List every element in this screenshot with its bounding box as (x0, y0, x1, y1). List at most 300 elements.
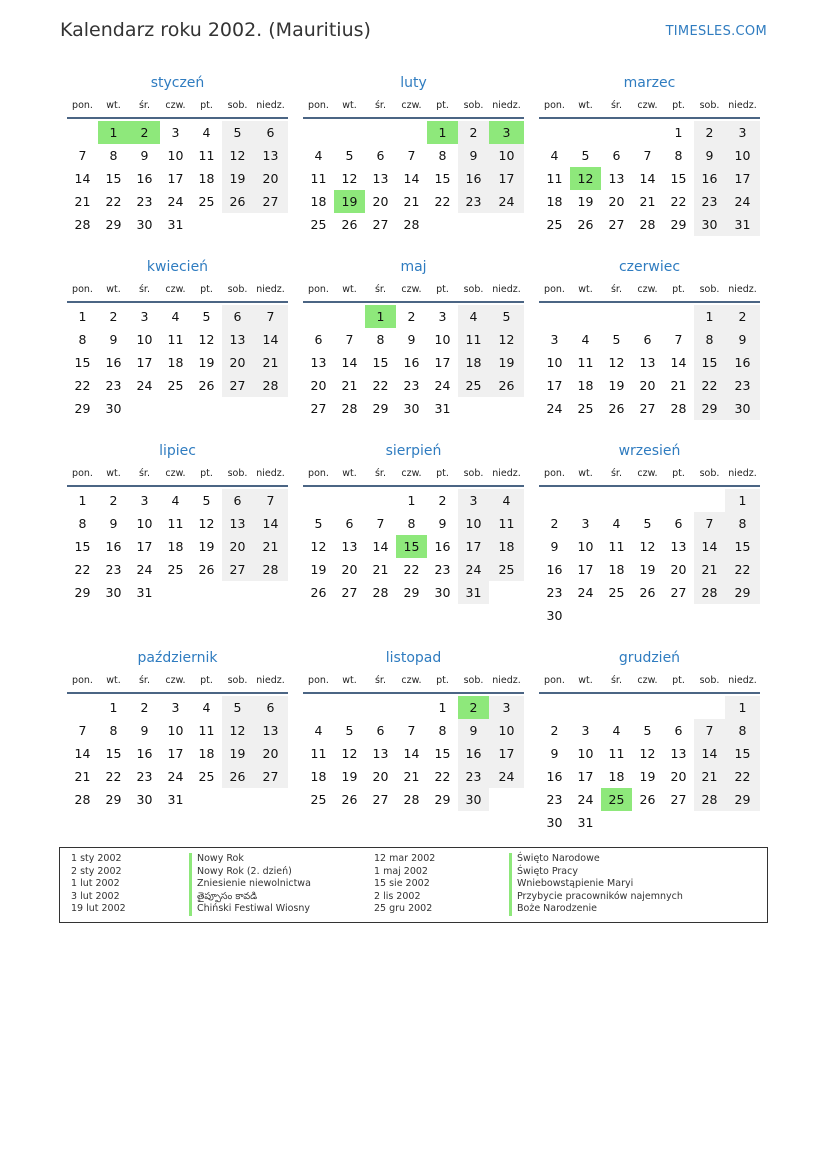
empty-day-cell (601, 696, 632, 719)
day-cell: 18 (310, 194, 327, 209)
day-cell: 12 (310, 539, 327, 554)
day-cell: 10 (489, 719, 524, 742)
weekday-label: śr. (374, 675, 386, 686)
day-cell: 20 (310, 378, 327, 393)
month-name: listopad (385, 650, 442, 666)
day-cell: 20 (222, 351, 253, 374)
day-cell: 26 (222, 765, 253, 788)
day-cell: 1 (438, 700, 447, 715)
weekday-label: wt. (578, 468, 593, 479)
day-cell: 8 (674, 148, 683, 163)
empty-day-cell (694, 696, 725, 719)
day-cell: 25 (608, 585, 625, 600)
week-row (539, 489, 760, 512)
brand-link[interactable]: TIMESLES.COM (665, 24, 767, 39)
day-cell: 16 (403, 355, 420, 370)
day-cell: 27 (608, 217, 625, 232)
empty-day-cell (222, 581, 253, 604)
day-cell: 7 (674, 332, 683, 347)
weekday-label: sob. (699, 100, 720, 111)
week-row (539, 788, 760, 811)
day-cell: 19 (198, 539, 215, 554)
legend-holiday-name: Boże Narodzenie (509, 903, 683, 916)
day-cell: 10 (489, 144, 524, 167)
day-cell: 22 (105, 194, 122, 209)
day-cell: 23 (105, 378, 122, 393)
legend-date: 2 sty 2002 (71, 865, 122, 877)
day-cell: 21 (341, 378, 358, 393)
holiday-day-cell: 2 (129, 121, 160, 144)
holiday-legend (59, 847, 768, 923)
month-name: wrzesień (618, 443, 681, 459)
day-cell: 7 (253, 305, 288, 328)
day-cell: 25 (577, 401, 594, 416)
week-row (67, 351, 288, 374)
day-cell: 25 (458, 374, 489, 397)
day-cell: 22 (105, 769, 122, 784)
day-cell: 9 (109, 516, 118, 531)
empty-day-cell (601, 811, 632, 834)
day-cell: 16 (105, 355, 122, 370)
day-cell: 5 (345, 148, 354, 163)
day-cell: 15 (434, 171, 451, 186)
day-cell: 6 (345, 516, 354, 531)
day-cell: 10 (136, 516, 153, 531)
weekday-label: niedz. (728, 675, 757, 686)
holiday-day-cell: 1 (98, 121, 129, 144)
day-cell: 15 (105, 746, 122, 761)
day-cell: 20 (670, 562, 687, 577)
day-cell: 23 (403, 378, 420, 393)
day-cell: 9 (458, 719, 489, 742)
day-cell: 26 (577, 217, 594, 232)
day-cell: 18 (198, 171, 215, 186)
day-cell: 12 (608, 355, 625, 370)
weekday-label: niedz. (728, 100, 757, 111)
weekday-header (67, 674, 288, 694)
week-row (303, 351, 524, 374)
weekday-label: czw. (401, 100, 422, 111)
day-cell: 14 (341, 355, 358, 370)
day-cell: 2 (109, 309, 118, 324)
day-cell: 23 (458, 190, 489, 213)
weekday-label: czw. (165, 675, 186, 686)
weekday-label: sob. (227, 100, 248, 111)
day-cell: 13 (222, 328, 253, 351)
month-name: czerwiec (618, 259, 681, 275)
legend-holiday-name: Wniebowstąpienie Maryi (509, 878, 683, 891)
weekday-label: wt. (106, 468, 121, 479)
week-row (539, 328, 760, 351)
empty-day-cell (663, 696, 694, 719)
day-cell: 6 (222, 305, 253, 328)
day-cell: 28 (694, 788, 725, 811)
day-cell: 18 (167, 539, 184, 554)
weekday-label: pon. (72, 675, 93, 686)
day-cell: 15 (434, 746, 451, 761)
day-cell: 11 (310, 171, 327, 186)
day-cell: 9 (140, 148, 149, 163)
empty-day-cell (160, 581, 191, 604)
month-10 (67, 648, 288, 811)
day-cell: 20 (222, 535, 253, 558)
empty-day-cell (222, 788, 253, 811)
day-cell: 24 (725, 190, 760, 213)
weekday-label: pon. (72, 284, 93, 295)
day-cell: 8 (438, 148, 447, 163)
weekday-label: śr. (374, 468, 386, 479)
day-cell: 2 (140, 700, 149, 715)
day-cell: 14 (253, 512, 288, 535)
day-cell: 2 (550, 723, 559, 738)
weekday-label: pt. (436, 675, 449, 686)
day-cell: 12 (198, 332, 215, 347)
day-cell: 21 (694, 765, 725, 788)
day-cell: 22 (434, 769, 451, 784)
day-cell: 17 (577, 769, 594, 784)
week-row (539, 144, 760, 167)
week-row (539, 512, 760, 535)
weekday-label: wt. (106, 100, 121, 111)
weekday-header (67, 283, 288, 303)
day-cell: 23 (725, 374, 760, 397)
empty-day-cell (663, 489, 694, 512)
day-cell: 30 (136, 792, 153, 807)
week-row (539, 213, 760, 236)
day-cell: 24 (489, 765, 524, 788)
weekday-label: niedz. (492, 675, 521, 686)
day-cell: 26 (608, 401, 625, 416)
legend-date: 3 lut 2002 (71, 890, 120, 902)
day-cell: 26 (310, 585, 327, 600)
day-cell: 4 (612, 516, 621, 531)
day-cell: 5 (643, 723, 652, 738)
day-cell: 13 (670, 746, 687, 761)
day-cell: 27 (639, 401, 656, 416)
weekday-label: pon. (544, 468, 565, 479)
week-row (67, 489, 288, 512)
day-cell: 29 (725, 788, 760, 811)
day-cell: 7 (253, 489, 288, 512)
weekday-label: wt. (578, 675, 593, 686)
weekday-header (539, 467, 760, 487)
day-cell: 5 (222, 696, 253, 719)
day-cell: 4 (202, 125, 211, 140)
weekday-header (539, 283, 760, 303)
empty-day-cell (601, 121, 632, 144)
day-cell: 4 (550, 148, 559, 163)
empty-day-cell (489, 788, 524, 811)
week-row (539, 351, 760, 374)
day-cell: 21 (403, 194, 420, 209)
legend-date: 1 maj 2002 (374, 865, 428, 877)
legend-right-names (509, 853, 683, 916)
day-cell: 26 (222, 190, 253, 213)
day-cell: 25 (198, 769, 215, 784)
empty-day-cell (632, 121, 663, 144)
legend-date: 25 gru 2002 (374, 903, 433, 914)
month-9 (539, 441, 760, 627)
day-cell: 8 (725, 512, 760, 535)
day-cell: 4 (489, 489, 524, 512)
month-name: styczeń (150, 75, 205, 91)
day-cell: 28 (341, 401, 358, 416)
day-cell: 10 (434, 332, 451, 347)
day-cell: 30 (105, 401, 122, 416)
empty-day-cell (663, 604, 694, 627)
day-cell: 22 (74, 562, 91, 577)
day-cell: 10 (136, 332, 153, 347)
day-cell: 23 (105, 562, 122, 577)
day-cell: 11 (577, 355, 594, 370)
legend-date: 19 lut 2002 (71, 903, 126, 914)
day-cell: 18 (608, 769, 625, 784)
week-row (539, 397, 760, 420)
day-cell: 8 (725, 719, 760, 742)
week-row (539, 167, 760, 190)
day-cell: 7 (78, 148, 87, 163)
weekday-label: sob. (227, 675, 248, 686)
empty-day-cell (222, 397, 253, 420)
weekday-label: niedz. (492, 468, 521, 479)
week-row (303, 167, 524, 190)
weekday-label: niedz. (492, 100, 521, 111)
week-row (67, 328, 288, 351)
day-cell: 13 (253, 144, 288, 167)
weekday-label: czw. (401, 284, 422, 295)
day-cell: 18 (167, 355, 184, 370)
weekday-label: pon. (72, 100, 93, 111)
day-cell: 27 (310, 401, 327, 416)
day-cell: 24 (434, 378, 451, 393)
day-cell: 15 (74, 355, 91, 370)
empty-day-cell (694, 811, 725, 834)
day-cell: 12 (341, 746, 358, 761)
day-cell: 2 (694, 121, 725, 144)
day-cell: 23 (694, 190, 725, 213)
week-row (303, 121, 524, 144)
month-name: luty (400, 75, 427, 91)
day-cell: 9 (407, 332, 416, 347)
day-cell: 23 (546, 792, 563, 807)
day-cell: 18 (577, 378, 594, 393)
empty-day-cell (396, 696, 427, 719)
day-cell: 24 (458, 558, 489, 581)
legend-holiday-name: Święto Narodowe (509, 853, 683, 866)
day-cell: 6 (612, 148, 621, 163)
weekday-label: wt. (578, 284, 593, 295)
day-cell: 11 (198, 148, 215, 163)
month-3 (539, 73, 760, 236)
day-cell: 22 (670, 194, 687, 209)
day-cell: 21 (74, 194, 91, 209)
week-row (303, 213, 524, 236)
weekday-label: pt. (200, 468, 213, 479)
day-cell: 24 (167, 194, 184, 209)
month-name: lipiec (159, 443, 196, 459)
day-cell: 18 (546, 194, 563, 209)
weekday-label: czw. (165, 284, 186, 295)
day-cell: 19 (577, 194, 594, 209)
day-cell: 16 (136, 171, 153, 186)
weekday-label: czw. (637, 468, 658, 479)
day-cell: 5 (489, 305, 524, 328)
day-cell: 19 (341, 769, 358, 784)
day-cell: 8 (438, 723, 447, 738)
empty-day-cell (67, 696, 98, 719)
weekday-label: pt. (200, 100, 213, 111)
day-cell: 31 (167, 792, 184, 807)
day-cell: 28 (253, 374, 288, 397)
empty-day-cell (303, 305, 334, 328)
weekday-label: pt. (436, 284, 449, 295)
week-row (303, 144, 524, 167)
weekday-label: pt. (200, 284, 213, 295)
day-cell: 29 (403, 585, 420, 600)
week-row (539, 558, 760, 581)
day-cell: 24 (546, 401, 563, 416)
day-cell: 14 (372, 539, 389, 554)
week-row (67, 558, 288, 581)
empty-day-cell (396, 121, 427, 144)
day-cell: 26 (198, 378, 215, 393)
week-row (303, 765, 524, 788)
day-cell: 29 (372, 401, 389, 416)
day-cell: 14 (74, 746, 91, 761)
day-cell: 16 (105, 539, 122, 554)
empty-day-cell (694, 489, 725, 512)
day-cell: 25 (489, 558, 524, 581)
day-cell: 15 (694, 351, 725, 374)
day-cell: 4 (581, 332, 590, 347)
day-cell: 20 (372, 194, 389, 209)
day-cell: 16 (434, 539, 451, 554)
week-row (67, 581, 288, 604)
weekday-label: sob. (227, 284, 248, 295)
day-cell: 4 (171, 309, 180, 324)
day-cell: 12 (639, 539, 656, 554)
weekday-label: wt. (578, 100, 593, 111)
weekday-label: czw. (165, 468, 186, 479)
day-cell: 24 (167, 769, 184, 784)
week-row (67, 719, 288, 742)
day-cell: 6 (314, 332, 323, 347)
day-cell: 30 (694, 213, 725, 236)
empty-day-cell (253, 788, 288, 811)
day-cell: 13 (341, 539, 358, 554)
day-cell: 1 (694, 305, 725, 328)
month-name: październik (137, 650, 218, 666)
week-row (303, 581, 524, 604)
day-cell: 30 (546, 608, 563, 623)
day-cell: 27 (372, 217, 389, 232)
empty-day-cell (570, 121, 601, 144)
day-cell: 3 (171, 125, 180, 140)
day-cell: 26 (341, 217, 358, 232)
day-cell: 4 (314, 148, 323, 163)
empty-day-cell (539, 489, 570, 512)
day-cell: 19 (222, 742, 253, 765)
weekday-label: sob. (463, 468, 484, 479)
day-cell: 28 (74, 217, 91, 232)
day-cell: 26 (198, 562, 215, 577)
empty-day-cell (570, 489, 601, 512)
weekday-label: czw. (401, 675, 422, 686)
day-cell: 13 (670, 539, 687, 554)
day-cell: 27 (222, 558, 253, 581)
day-cell: 3 (438, 309, 447, 324)
page-title: Kalendarz roku 2002. (Mauritius) (60, 19, 371, 41)
day-cell: 27 (222, 374, 253, 397)
day-cell: 11 (608, 746, 625, 761)
legend-date: 15 sie 2002 (374, 878, 430, 889)
empty-day-cell (191, 213, 222, 236)
day-cell: 17 (458, 535, 489, 558)
day-cell: 9 (438, 516, 447, 531)
day-cell: 22 (403, 562, 420, 577)
day-cell: 18 (608, 562, 625, 577)
weekday-label: pt. (436, 100, 449, 111)
day-cell: 27 (670, 792, 687, 807)
day-cell: 13 (372, 171, 389, 186)
empty-day-cell (632, 604, 663, 627)
day-cell: 13 (310, 355, 327, 370)
holiday-day-cell: 15 (396, 535, 427, 558)
day-cell: 3 (725, 121, 760, 144)
day-cell: 4 (171, 493, 180, 508)
week-row (539, 696, 760, 719)
week-row (539, 581, 760, 604)
day-cell: 8 (407, 516, 416, 531)
day-cell: 2 (109, 493, 118, 508)
day-cell: 17 (136, 355, 153, 370)
day-cell: 6 (222, 489, 253, 512)
empty-day-cell (570, 604, 601, 627)
day-cell: 29 (74, 401, 91, 416)
month-11 (303, 648, 524, 811)
day-cell: 6 (376, 148, 385, 163)
day-cell: 30 (458, 788, 489, 811)
empty-day-cell (489, 397, 524, 420)
day-cell: 5 (314, 516, 323, 531)
day-cell: 21 (670, 378, 687, 393)
day-cell: 23 (136, 769, 153, 784)
day-cell: 8 (694, 328, 725, 351)
day-cell: 17 (136, 539, 153, 554)
weekday-label: wt. (106, 675, 121, 686)
empty-day-cell (458, 397, 489, 420)
day-cell: 14 (639, 171, 656, 186)
day-cell: 26 (639, 792, 656, 807)
day-cell: 6 (253, 696, 288, 719)
day-cell: 5 (581, 148, 590, 163)
weekday-label: wt. (342, 468, 357, 479)
day-cell: 20 (670, 769, 687, 784)
day-cell: 25 (167, 562, 184, 577)
day-cell: 16 (458, 167, 489, 190)
week-row (303, 535, 524, 558)
weekday-label: pon. (544, 284, 565, 295)
day-cell: 15 (725, 742, 760, 765)
day-cell: 6 (376, 723, 385, 738)
weekday-label: pon. (308, 284, 329, 295)
weekday-label: śr. (610, 675, 622, 686)
day-cell: 10 (725, 144, 760, 167)
weekday-label: pon. (544, 675, 565, 686)
day-cell: 28 (403, 217, 420, 232)
empty-day-cell (191, 397, 222, 420)
empty-day-cell (334, 305, 365, 328)
